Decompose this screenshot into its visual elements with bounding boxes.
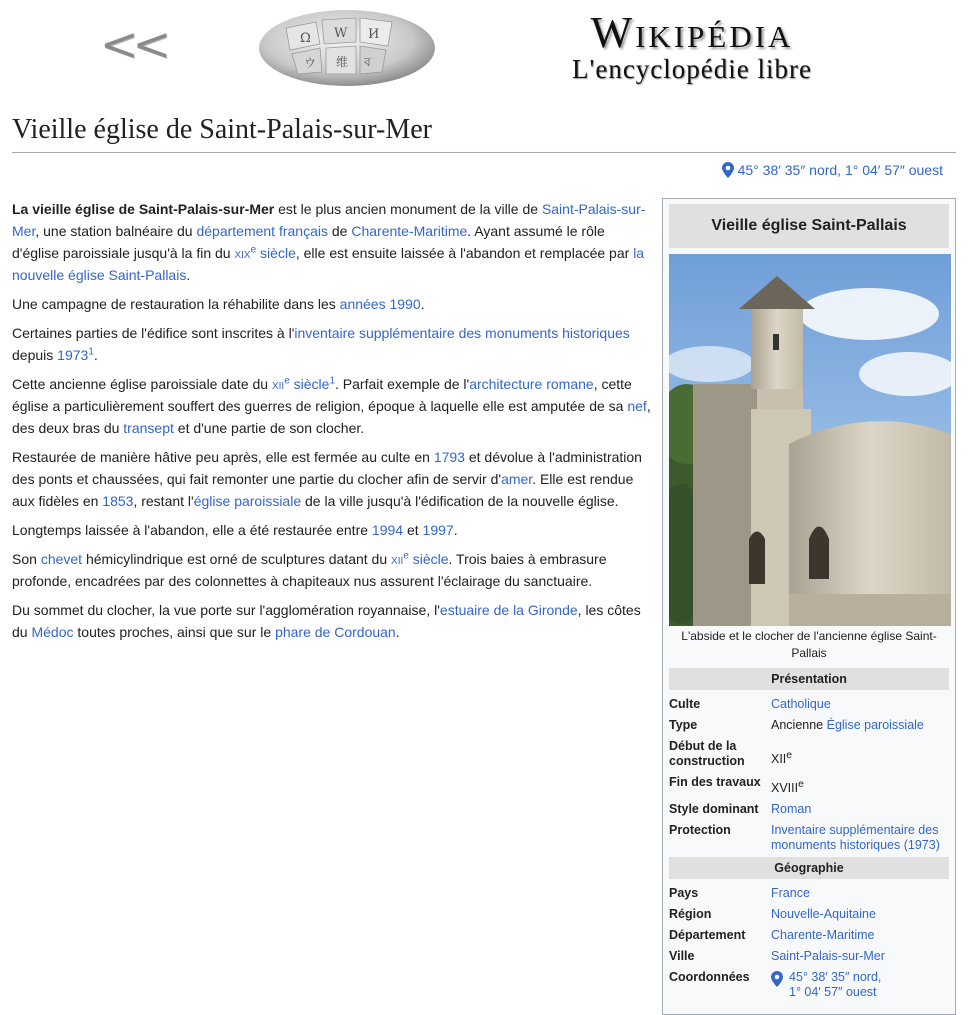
text: . [93, 347, 98, 363]
paragraph-vue [12, 599, 652, 643]
page-title: Vieille église de Saint-Palais-sur-Mer [12, 112, 956, 153]
text: , cette église a particulièrement souffert des guerres de religion, époque à laquelle elle est amputée de sa [12, 376, 632, 414]
text: , une station balnéaire du [35, 223, 197, 239]
key: Fin des travaux [669, 775, 761, 789]
link-xii-siecle-2[interactable] [391, 551, 448, 567]
key: Protection [669, 823, 731, 838]
church-photo[interactable] [669, 254, 951, 626]
paragraph-restauration [12, 293, 652, 315]
row-debut [669, 736, 949, 772]
coord-line-2: 1° 04′ 57″ ouest [789, 985, 877, 1000]
wordmark-title: Wikipédia [590, 8, 794, 57]
infobox [662, 198, 956, 1015]
text: Certaines parties de l'édifice sont inscrites à l' [12, 325, 295, 341]
text: est le plus ancien monument de la ville de [274, 201, 542, 217]
link-medoc[interactable]: Médoc [31, 624, 74, 640]
row-type [669, 715, 949, 736]
text: depuis [12, 347, 58, 363]
wikipedia-globe-logo[interactable] [256, 8, 438, 88]
link-1973[interactable]: 1973 [57, 347, 89, 363]
map-pin-icon [771, 971, 783, 987]
link-nouvelle-eglise[interactable]: la nouvelle église Saint-Pallais [12, 245, 645, 283]
key: Pays [669, 886, 699, 901]
link-transept[interactable]: transept [123, 420, 174, 436]
key: Département [669, 928, 746, 943]
row-protection [669, 820, 949, 856]
key: Coordonnées [669, 970, 750, 985]
coord-line-1: 45° 38′ 35″ nord, [789, 970, 882, 985]
link-inventaire-ib[interactable]: Inventaire supplémentaire des monuments historiques [771, 823, 939, 853]
row-culte [669, 694, 949, 715]
link-1994[interactable]: 1994 [371, 522, 404, 538]
paragraph-intro [12, 198, 652, 286]
key: Début de la construction [669, 739, 745, 768]
text: et d'une partie de son clocher. [173, 420, 365, 436]
header [0, 0, 977, 100]
link-1853[interactable]: 1853 [102, 493, 134, 509]
reference-1[interactable]: 1 [88, 346, 94, 358]
text: Du sommet du clocher, la vue porte sur l'agglomération royannaise, l' [12, 602, 440, 618]
siecle: siècle [289, 376, 330, 392]
row-departement [669, 925, 949, 946]
link-phare-cordouan[interactable]: phare de Cordouan [275, 624, 396, 640]
text: , elle est ensuite laissée à l'abandon et remplacée par [295, 245, 634, 261]
row-fin [669, 772, 949, 799]
paragraph-abandon [12, 519, 652, 541]
siecle: siècle [256, 245, 296, 261]
text: . Ayant assumé le rôle d'église paroissiale jusqu'à la fin du [12, 223, 605, 261]
text: Cette ancienne église paroissiale date du [12, 376, 272, 392]
article-body [12, 198, 652, 650]
text: . [395, 624, 400, 640]
link-xii-siecle[interactable] [272, 376, 329, 392]
key: Style dominant [669, 802, 759, 817]
siecle: siècle [408, 551, 449, 567]
link-eglise-paroissiale-ib[interactable]: Église paroissiale [826, 718, 924, 732]
text: Son [12, 551, 41, 567]
link-1997[interactable]: 1997 [422, 522, 454, 538]
link-saint-palais-ib[interactable]: Saint-Palais-sur-Mer [771, 949, 885, 964]
century: xii [391, 551, 404, 567]
row-pays [669, 883, 949, 904]
sup: e [403, 550, 409, 562]
link-amer[interactable]: amer [501, 471, 533, 487]
svg-text:Ω: Ω [300, 31, 311, 46]
text: , restant l' [133, 493, 194, 509]
text: et dévolue à l'administration des ponts et chaussées, qui fait remonter une partie du clocher afin de servir d' [12, 449, 642, 487]
link-xix-siecle[interactable] [234, 245, 295, 261]
text: de [328, 223, 352, 239]
text: , des deux bras du [12, 398, 651, 436]
text: . [186, 267, 191, 283]
infobox-title: Vieille église Saint-Pallais [669, 204, 949, 248]
key: Région [669, 907, 712, 922]
coordinates-link-ib[interactable] [789, 970, 881, 1000]
link-eglise-paroissiale[interactable]: église paroissiale [193, 493, 302, 509]
text: et [403, 522, 423, 538]
text: . Elle est rendue aux fidèles en [12, 471, 634, 509]
link-nouvelle-aquitaine[interactable]: Nouvelle-Aquitaine [771, 907, 876, 922]
link-annees-1990[interactable]: années 1990 [339, 296, 421, 312]
value: Ancienne [771, 718, 827, 732]
image-caption: L'abside et le clocher de l'ancienne église Saint-Pallais [681, 629, 937, 660]
link-1973-ib[interactable]: (1973) [903, 838, 940, 853]
reference-1[interactable]: 1 [329, 375, 335, 387]
paragraph-chevet [12, 548, 652, 592]
row-ville [669, 946, 949, 967]
key: Culte [669, 697, 701, 711]
text: hémicylindrique est orné de sculptures datant du [82, 551, 392, 567]
svg-text:维: 维 [336, 55, 349, 69]
paragraph-inscription [12, 322, 652, 366]
link-saint-palais[interactable]: Saint-Palais-sur-Mer [12, 201, 646, 239]
svg-text:W: W [334, 26, 348, 41]
sup: e [798, 779, 804, 790]
text: . [453, 522, 458, 538]
lead-bold: La vieille église de Saint-Palais-sur-Mer [12, 201, 275, 217]
link-france[interactable]: France [771, 886, 810, 901]
link-catholique[interactable]: Catholique [771, 697, 831, 711]
paragraph-histoire [12, 373, 652, 439]
sup: e [786, 750, 793, 761]
link-departement[interactable]: département français [196, 223, 328, 239]
century: xii [271, 376, 285, 392]
back-button[interactable]: << [100, 17, 166, 71]
row-style [669, 799, 949, 820]
text: . Parfait exemple de l' [335, 376, 470, 392]
sup: e [284, 375, 290, 387]
title-coordinates[interactable] [722, 162, 943, 178]
svg-text:И: И [368, 27, 380, 42]
link-estuaire-gironde[interactable]: estuaire de la Gironde [439, 602, 578, 618]
link-1793[interactable]: 1793 [433, 449, 465, 465]
sup: e [250, 244, 257, 256]
text: Longtemps laissée à l'abandon, elle a été restaurée entre [12, 522, 372, 538]
wikipedia-wordmark[interactable] [472, 10, 912, 82]
key: Ville [669, 949, 695, 964]
map-pin-icon [722, 162, 734, 178]
text: . [420, 296, 425, 312]
link-inventaire[interactable]: inventaire supplémentaire des monuments historiques [294, 325, 630, 341]
link-architecture-romane[interactable]: architecture romane [469, 376, 594, 392]
value: XVIII [771, 781, 799, 796]
coordinates-link[interactable]: 45° 38′ 35″ nord, 1° 04′ 57″ ouest [737, 162, 943, 178]
link-charente-maritime-ib[interactable]: Charente-Maritime [771, 928, 875, 943]
text: toutes proches, ainsi que sur le [73, 624, 276, 640]
key: Type [669, 718, 698, 732]
svg-text:ウ: ウ [304, 56, 317, 70]
text: Une campagne de restauration la réhabilite dans les [12, 296, 340, 312]
svg-text:ব: ব [364, 55, 371, 69]
wordmark-tagline: L'encyclopédie libre [571, 54, 812, 84]
century: xix [234, 245, 251, 261]
row-coordonnees [669, 967, 949, 1003]
text: Restaurée de manière hâtive peu après, elle est fermée au culte en [12, 449, 434, 465]
link-chevet[interactable]: chevet [40, 551, 83, 567]
text: de la ville jusqu'à l'édification de la nouvelle église. [301, 493, 619, 509]
text: . Trois baies à embrasure profonde, encadrées par des colonnettes à chapiteaux nus assurent l'éclairage du sanctuaire. [12, 551, 607, 589]
value: XII [771, 752, 787, 767]
link-roman[interactable]: Roman [771, 802, 812, 817]
section-presentation: Présentation [669, 668, 949, 690]
row-region [669, 904, 949, 925]
link-nef[interactable]: nef [627, 398, 647, 414]
paragraph-revolution [12, 446, 652, 512]
link-charente-maritime[interactable]: Charente-Maritime [351, 223, 468, 239]
section-geographie: Géographie [669, 857, 949, 879]
text: , les côtes du [12, 602, 641, 640]
